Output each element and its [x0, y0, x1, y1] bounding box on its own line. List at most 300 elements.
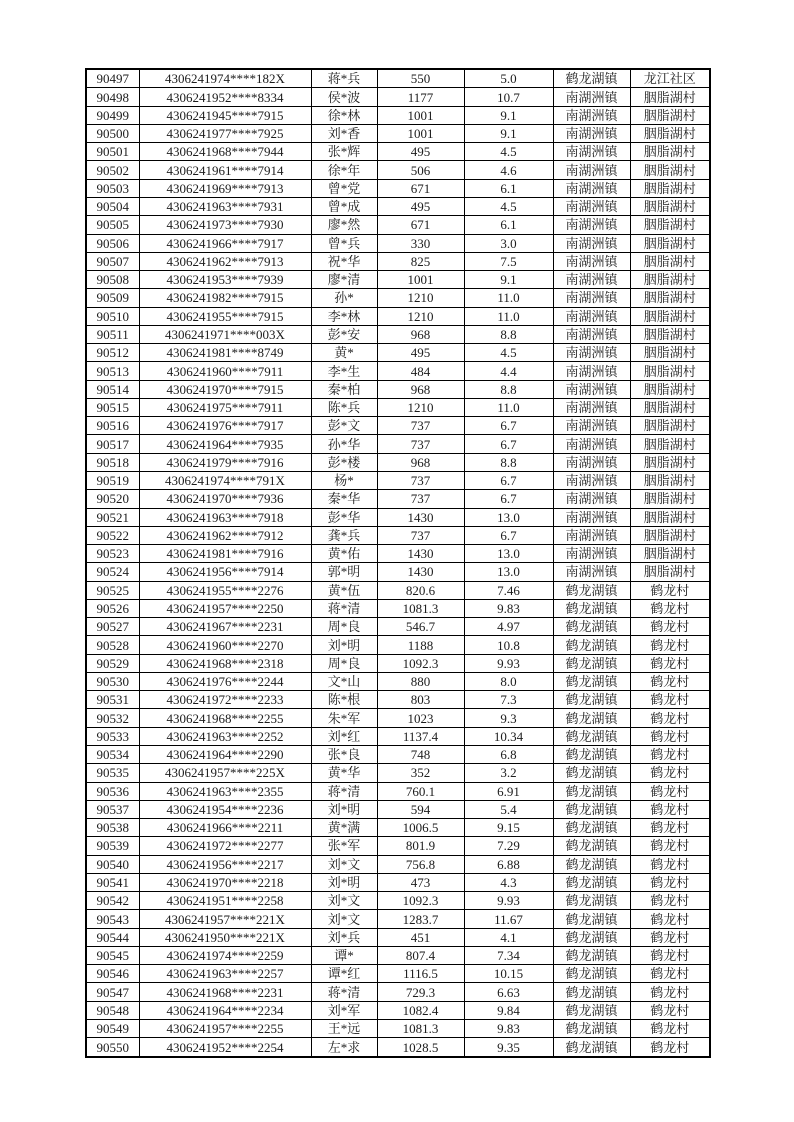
name-cell: 刘*文 [311, 855, 377, 873]
id-number-cell: 4306241963****2252 [139, 727, 311, 745]
town-cell: 南湖洲镇 [553, 435, 630, 453]
table-row [86, 709, 710, 727]
rate-cell: 8.0 [464, 672, 553, 690]
village-cell: 胭脂湖村 [630, 124, 710, 142]
id-number-cell: 4306241961****7914 [139, 161, 311, 179]
table-row [86, 289, 710, 307]
village-cell: 鹤龙村 [630, 819, 710, 837]
table-row [86, 727, 710, 745]
serial-cell: 90522 [86, 526, 139, 544]
village-cell: 鹤龙村 [630, 618, 710, 636]
serial-cell: 90535 [86, 764, 139, 782]
id-number-cell: 4306241957****221X [139, 910, 311, 928]
table-row [86, 69, 710, 88]
id-number-cell: 4306241973****7930 [139, 216, 311, 234]
town-cell: 南湖洲镇 [553, 307, 630, 325]
id-number-cell: 4306241952****2254 [139, 1038, 311, 1057]
serial-cell: 90526 [86, 599, 139, 617]
table-row [86, 599, 710, 617]
table-row [86, 654, 710, 672]
table-row [86, 563, 710, 581]
id-number-cell: 4306241968****7944 [139, 143, 311, 161]
village-cell: 胭脂湖村 [630, 380, 710, 398]
village-cell: 胭脂湖村 [630, 198, 710, 216]
town-cell: 鹤龙湖镇 [553, 965, 630, 983]
table-row [86, 526, 710, 544]
name-cell: 周*良 [311, 654, 377, 672]
rate-cell: 6.7 [464, 472, 553, 490]
village-cell: 鹤龙村 [630, 946, 710, 964]
name-cell: 徐*林 [311, 106, 377, 124]
table-row [86, 380, 710, 398]
table-row [86, 672, 710, 690]
amount-cell: 352 [377, 764, 464, 782]
village-cell: 鹤龙村 [630, 764, 710, 782]
rate-cell: 9.83 [464, 599, 553, 617]
table-row [86, 417, 710, 435]
serial-cell: 90537 [86, 800, 139, 818]
id-number-cell: 4306241962****7913 [139, 252, 311, 270]
amount-cell: 1006.5 [377, 819, 464, 837]
id-number-cell: 4306241964****2290 [139, 745, 311, 763]
name-cell: 彭*华 [311, 508, 377, 526]
village-cell: 胭脂湖村 [630, 362, 710, 380]
serial-cell: 90545 [86, 946, 139, 964]
serial-cell: 90518 [86, 453, 139, 471]
name-cell: 谭*红 [311, 965, 377, 983]
village-cell: 鹤龙村 [630, 672, 710, 690]
name-cell: 蒋*清 [311, 983, 377, 1001]
town-cell: 南湖洲镇 [553, 417, 630, 435]
serial-cell: 90507 [86, 252, 139, 270]
rate-cell: 11.67 [464, 910, 553, 928]
id-number-cell: 4306241963****2355 [139, 782, 311, 800]
name-cell: 郭*明 [311, 563, 377, 581]
table-row [86, 161, 710, 179]
id-number-cell: 4306241970****7915 [139, 380, 311, 398]
amount-cell: 546.7 [377, 618, 464, 636]
rate-cell: 10.34 [464, 727, 553, 745]
rate-cell: 9.1 [464, 124, 553, 142]
id-number-cell: 4306241953****7939 [139, 271, 311, 289]
serial-cell: 90501 [86, 143, 139, 161]
serial-cell: 90497 [86, 69, 139, 88]
name-cell: 刘*军 [311, 1001, 377, 1019]
table-row [86, 764, 710, 782]
serial-cell: 90543 [86, 910, 139, 928]
name-cell: 黄*伍 [311, 581, 377, 599]
name-cell: 李*林 [311, 307, 377, 325]
name-cell: 曾*党 [311, 179, 377, 197]
village-cell: 鹤龙村 [630, 709, 710, 727]
town-cell: 鹤龙湖镇 [553, 691, 630, 709]
name-cell: 刘*红 [311, 727, 377, 745]
rate-cell: 6.91 [464, 782, 553, 800]
amount-cell: 807.4 [377, 946, 464, 964]
town-cell: 南湖洲镇 [553, 88, 630, 106]
table-row [86, 745, 710, 763]
amount-cell: 594 [377, 800, 464, 818]
table-row [86, 472, 710, 490]
rate-cell: 11.0 [464, 398, 553, 416]
id-number-cell: 4306241981****7916 [139, 545, 311, 563]
name-cell: 蒋*清 [311, 599, 377, 617]
village-cell: 胭脂湖村 [630, 526, 710, 544]
town-cell: 鹤龙湖镇 [553, 1001, 630, 1019]
town-cell: 鹤龙湖镇 [553, 837, 630, 855]
id-number-cell: 4306241969****7913 [139, 179, 311, 197]
town-cell: 南湖洲镇 [553, 161, 630, 179]
town-cell: 南湖洲镇 [553, 490, 630, 508]
rate-cell: 6.7 [464, 417, 553, 435]
amount-cell: 803 [377, 691, 464, 709]
name-cell: 文*山 [311, 672, 377, 690]
amount-cell: 1177 [377, 88, 464, 106]
name-cell: 黄* [311, 344, 377, 362]
rate-cell: 7.46 [464, 581, 553, 599]
id-number-cell: 4306241957****2255 [139, 1019, 311, 1037]
rate-cell: 8.8 [464, 325, 553, 343]
town-cell: 南湖洲镇 [553, 526, 630, 544]
table-row [86, 691, 710, 709]
rate-cell: 9.83 [464, 1019, 553, 1037]
village-cell: 胭脂湖村 [630, 453, 710, 471]
serial-cell: 90508 [86, 271, 139, 289]
village-cell: 鹤龙村 [630, 1019, 710, 1037]
village-cell: 胭脂湖村 [630, 472, 710, 490]
village-cell: 鹤龙村 [630, 581, 710, 599]
town-cell: 鹤龙湖镇 [553, 910, 630, 928]
id-number-cell: 4306241979****7916 [139, 453, 311, 471]
table-row [86, 271, 710, 289]
amount-cell: 756.8 [377, 855, 464, 873]
amount-cell: 330 [377, 234, 464, 252]
town-cell: 南湖洲镇 [553, 252, 630, 270]
rate-cell: 6.8 [464, 745, 553, 763]
rate-cell: 4.1 [464, 928, 553, 946]
table-row [86, 946, 710, 964]
table-row [86, 325, 710, 343]
rate-cell: 6.88 [464, 855, 553, 873]
serial-cell: 90503 [86, 179, 139, 197]
id-number-cell: 4306241975****7911 [139, 398, 311, 416]
town-cell: 鹤龙湖镇 [553, 654, 630, 672]
rate-cell: 13.0 [464, 545, 553, 563]
table-row [86, 362, 710, 380]
name-cell: 彭*安 [311, 325, 377, 343]
town-cell: 南湖洲镇 [553, 344, 630, 362]
serial-cell: 90533 [86, 727, 139, 745]
amount-cell: 1001 [377, 271, 464, 289]
village-cell: 胭脂湖村 [630, 325, 710, 343]
town-cell: 南湖洲镇 [553, 508, 630, 526]
rate-cell: 9.84 [464, 1001, 553, 1019]
serial-cell: 90536 [86, 782, 139, 800]
town-cell: 鹤龙湖镇 [553, 782, 630, 800]
town-cell: 鹤龙湖镇 [553, 983, 630, 1001]
village-cell: 胭脂湖村 [630, 161, 710, 179]
village-cell: 胭脂湖村 [630, 307, 710, 325]
name-cell: 陈*根 [311, 691, 377, 709]
town-cell: 鹤龙湖镇 [553, 709, 630, 727]
id-number-cell: 4306241954****2236 [139, 800, 311, 818]
name-cell: 彭*楼 [311, 453, 377, 471]
name-cell: 黄*佑 [311, 545, 377, 563]
id-number-cell: 4306241967****2231 [139, 618, 311, 636]
id-number-cell: 4306241974****182X [139, 69, 311, 88]
table-row [86, 618, 710, 636]
serial-cell: 90548 [86, 1001, 139, 1019]
serial-cell: 90506 [86, 234, 139, 252]
serial-cell: 90502 [86, 161, 139, 179]
town-cell: 南湖洲镇 [553, 325, 630, 343]
amount-cell: 820.6 [377, 581, 464, 599]
name-cell: 朱*军 [311, 709, 377, 727]
village-cell: 胭脂湖村 [630, 252, 710, 270]
table-row [86, 88, 710, 106]
table-row [86, 819, 710, 837]
table-row [86, 453, 710, 471]
town-cell: 鹤龙湖镇 [553, 946, 630, 964]
rate-cell: 9.1 [464, 271, 553, 289]
town-cell: 鹤龙湖镇 [553, 800, 630, 818]
town-cell: 南湖洲镇 [553, 453, 630, 471]
serial-cell: 90549 [86, 1019, 139, 1037]
rate-cell: 7.5 [464, 252, 553, 270]
serial-cell: 90540 [86, 855, 139, 873]
rate-cell: 10.15 [464, 965, 553, 983]
amount-cell: 968 [377, 453, 464, 471]
village-cell: 胭脂湖村 [630, 179, 710, 197]
serial-cell: 90532 [86, 709, 139, 727]
village-cell: 鹤龙村 [630, 599, 710, 617]
town-cell: 鹤龙湖镇 [553, 1019, 630, 1037]
id-number-cell: 4306241977****7925 [139, 124, 311, 142]
village-cell: 鹤龙村 [630, 873, 710, 891]
village-cell: 鹤龙村 [630, 800, 710, 818]
name-cell: 张*军 [311, 837, 377, 855]
name-cell: 曾*兵 [311, 234, 377, 252]
table-row [86, 234, 710, 252]
village-cell: 龙江社区 [630, 69, 710, 88]
village-cell: 鹤龙村 [630, 983, 710, 1001]
rate-cell: 4.5 [464, 344, 553, 362]
village-cell: 鹤龙村 [630, 965, 710, 983]
serial-cell: 90500 [86, 124, 139, 142]
id-number-cell: 4306241976****2244 [139, 672, 311, 690]
amount-cell: 671 [377, 179, 464, 197]
serial-cell: 90511 [86, 325, 139, 343]
table-row [86, 782, 710, 800]
rate-cell: 13.0 [464, 508, 553, 526]
table-row [86, 179, 710, 197]
beneficiary-table [85, 68, 711, 1058]
rate-cell: 4.5 [464, 198, 553, 216]
serial-cell: 90542 [86, 892, 139, 910]
amount-cell: 1430 [377, 508, 464, 526]
id-number-cell: 4306241976****7917 [139, 417, 311, 435]
id-number-cell: 4306241956****7914 [139, 563, 311, 581]
serial-cell: 90515 [86, 398, 139, 416]
serial-cell: 90527 [86, 618, 139, 636]
town-cell: 南湖洲镇 [553, 179, 630, 197]
id-number-cell: 4306241970****2218 [139, 873, 311, 891]
rate-cell: 9.1 [464, 106, 553, 124]
amount-cell: 968 [377, 325, 464, 343]
rate-cell: 4.6 [464, 161, 553, 179]
rate-cell: 6.63 [464, 983, 553, 1001]
id-number-cell: 4306241960****2270 [139, 636, 311, 654]
id-number-cell: 4306241951****2258 [139, 892, 311, 910]
amount-cell: 1116.5 [377, 965, 464, 983]
rate-cell: 13.0 [464, 563, 553, 581]
id-number-cell: 4306241972****2277 [139, 837, 311, 855]
rate-cell: 5.0 [464, 69, 553, 88]
table-row [86, 490, 710, 508]
rate-cell: 4.4 [464, 362, 553, 380]
table-row [86, 508, 710, 526]
name-cell: 孙*华 [311, 435, 377, 453]
amount-cell: 451 [377, 928, 464, 946]
name-cell: 李*生 [311, 362, 377, 380]
id-number-cell: 4306241957****225X [139, 764, 311, 782]
village-cell: 胭脂湖村 [630, 398, 710, 416]
amount-cell: 1082.4 [377, 1001, 464, 1019]
village-cell: 鹤龙村 [630, 727, 710, 745]
rate-cell: 6.1 [464, 216, 553, 234]
name-cell: 曾*成 [311, 198, 377, 216]
table-row [86, 910, 710, 928]
table-row [86, 636, 710, 654]
serial-cell: 90512 [86, 344, 139, 362]
town-cell: 鹤龙湖镇 [553, 581, 630, 599]
town-cell: 南湖洲镇 [553, 362, 630, 380]
id-number-cell: 4306241963****2257 [139, 965, 311, 983]
table-row [86, 1001, 710, 1019]
id-number-cell: 4306241955****2276 [139, 581, 311, 599]
village-cell: 鹤龙村 [630, 745, 710, 763]
serial-cell: 90525 [86, 581, 139, 599]
table-row [86, 307, 710, 325]
town-cell: 南湖洲镇 [553, 545, 630, 563]
village-cell: 鹤龙村 [630, 782, 710, 800]
town-cell: 鹤龙湖镇 [553, 599, 630, 617]
rate-cell: 6.1 [464, 179, 553, 197]
table-row [86, 398, 710, 416]
name-cell: 徐*年 [311, 161, 377, 179]
village-cell: 胭脂湖村 [630, 289, 710, 307]
table-row [86, 892, 710, 910]
name-cell: 王*远 [311, 1019, 377, 1037]
name-cell: 孙* [311, 289, 377, 307]
name-cell: 陈*兵 [311, 398, 377, 416]
serial-cell: 90514 [86, 380, 139, 398]
table-row [86, 965, 710, 983]
table-row [86, 873, 710, 891]
town-cell: 南湖洲镇 [553, 106, 630, 124]
table-row [86, 143, 710, 161]
town-cell: 南湖洲镇 [553, 143, 630, 161]
amount-cell: 1023 [377, 709, 464, 727]
rate-cell: 4.3 [464, 873, 553, 891]
village-cell: 鹤龙村 [630, 855, 710, 873]
town-cell: 南湖洲镇 [553, 380, 630, 398]
name-cell: 谭* [311, 946, 377, 964]
town-cell: 南湖洲镇 [553, 289, 630, 307]
rate-cell: 7.34 [464, 946, 553, 964]
name-cell: 杨* [311, 472, 377, 490]
name-cell: 刘*明 [311, 873, 377, 891]
serial-cell: 90510 [86, 307, 139, 325]
rate-cell: 3.0 [464, 234, 553, 252]
name-cell: 刘*明 [311, 800, 377, 818]
serial-cell: 90534 [86, 745, 139, 763]
village-cell: 鹤龙村 [630, 837, 710, 855]
table-row [86, 216, 710, 234]
table-row [86, 983, 710, 1001]
table-row [86, 855, 710, 873]
serial-cell: 90504 [86, 198, 139, 216]
amount-cell: 550 [377, 69, 464, 88]
rate-cell: 9.3 [464, 709, 553, 727]
town-cell: 鹤龙湖镇 [553, 727, 630, 745]
village-cell: 鹤龙村 [630, 928, 710, 946]
id-number-cell: 4306241981****8749 [139, 344, 311, 362]
serial-cell: 90539 [86, 837, 139, 855]
serial-cell: 90523 [86, 545, 139, 563]
id-number-cell: 4306241971****003X [139, 325, 311, 343]
rate-cell: 9.93 [464, 654, 553, 672]
rate-cell: 7.3 [464, 691, 553, 709]
village-cell: 胭脂湖村 [630, 216, 710, 234]
name-cell: 廖*然 [311, 216, 377, 234]
town-cell: 南湖洲镇 [553, 234, 630, 252]
table-row [86, 800, 710, 818]
table-row [86, 545, 710, 563]
id-number-cell: 4306241970****7936 [139, 490, 311, 508]
rate-cell: 6.7 [464, 526, 553, 544]
town-cell: 鹤龙湖镇 [553, 928, 630, 946]
town-cell: 鹤龙湖镇 [553, 636, 630, 654]
amount-cell: 1430 [377, 545, 464, 563]
id-number-cell: 4306241945****7915 [139, 106, 311, 124]
town-cell: 南湖洲镇 [553, 216, 630, 234]
serial-cell: 90547 [86, 983, 139, 1001]
town-cell: 鹤龙湖镇 [553, 1038, 630, 1057]
town-cell: 南湖洲镇 [553, 124, 630, 142]
table-row [86, 1019, 710, 1037]
name-cell: 张*辉 [311, 143, 377, 161]
serial-cell: 90550 [86, 1038, 139, 1057]
serial-cell: 90521 [86, 508, 139, 526]
town-cell: 鹤龙湖镇 [553, 69, 630, 88]
town-cell: 南湖洲镇 [553, 563, 630, 581]
village-cell: 鹤龙村 [630, 636, 710, 654]
amount-cell: 1210 [377, 307, 464, 325]
amount-cell: 1092.3 [377, 892, 464, 910]
amount-cell: 737 [377, 472, 464, 490]
amount-cell: 1092.3 [377, 654, 464, 672]
village-cell: 鹤龙村 [630, 892, 710, 910]
village-cell: 胭脂湖村 [630, 271, 710, 289]
id-number-cell: 4306241964****2234 [139, 1001, 311, 1019]
amount-cell: 495 [377, 344, 464, 362]
serial-cell: 90529 [86, 654, 139, 672]
rate-cell: 8.8 [464, 453, 553, 471]
village-cell: 胭脂湖村 [630, 508, 710, 526]
town-cell: 鹤龙湖镇 [553, 745, 630, 763]
table-row [86, 928, 710, 946]
